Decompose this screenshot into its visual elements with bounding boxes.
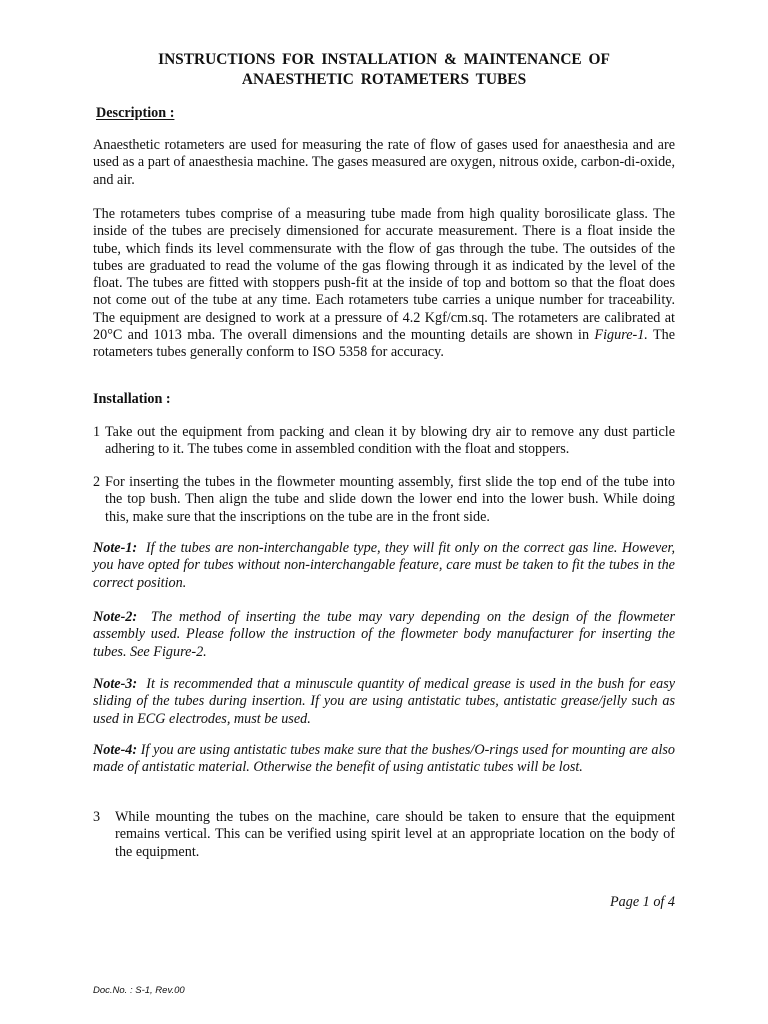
- step-text: For inserting the tubes in the flowmeter mounting assembly, first slide the top end of the tube into the top bush. Then align the tube and slide down the lower end into the lower bush. While doing this, make sure that the inscriptions on the tube are in the front side.: [105, 474, 675, 525]
- note-label: Note-4:: [93, 742, 138, 758]
- note-text: The method of inserting the tube may vary depending on the design of the flowmeter assembly used. Please follow the instruction of the flowmeter body manufacturer for inserting the tubes. See Figure-2.: [93, 609, 676, 660]
- note-1: [93, 540, 675, 592]
- installation-heading: Installation :: [93, 391, 171, 407]
- note-label: Note-3:: [93, 676, 138, 692]
- title-line-1: INSTRUCTIONS FOR INSTALLATION & MAINTENANCE OF: [158, 51, 610, 68]
- note-2: [93, 609, 675, 661]
- paragraph-2-text-end: The rotameters tubes generally conform to ISO 5358 for accuracy.: [93, 327, 676, 361]
- description-paragraph-2: [93, 206, 675, 362]
- document-title: [93, 50, 675, 90]
- installation-step-1: [93, 424, 675, 459]
- title-line-2: ANAESTHETIC ROTAMETERS TUBES: [241, 71, 527, 88]
- paragraph-2-text: The rotameters tubes comprise of a measuring tube made from high quality borosilicate glass. The inside of the tubes are precisely dimensioned for accurate measurement. There is a float inside the tube, which finds its level commensurate with the flow of gas through the tube. The outsides of the tubes are graduated to read the volume of the gas flowing through it as indicated by the level of the float. The tubes are fitted with stoppers push-fit at the inside of top and bottom so that the float does not come out of the tube at any time. Each rotameters tube carries a unique number for traceability. The equipment are designed to work at a pressure of 4.2 Kgf/cm.sq. The rotameters are calibrated at 20°C and 1013 mba. The overall dimensions and the mounting details are shown in: [93, 206, 675, 344]
- step-number: 3: [93, 809, 101, 825]
- note-text: It is recommended that a minuscule quantity of medical grease is used in the bush for easy sliding of the tubes during insertion. If you are using antistatic tubes, antistatic grease/jelly such as used in ECG electrodes, must be used.: [93, 676, 676, 727]
- note-4: [93, 742, 675, 777]
- note-label: Note-2:: [93, 609, 138, 625]
- step-number: 2: [93, 474, 101, 490]
- step-number: 1: [93, 424, 101, 440]
- description-paragraph-1: Anaesthetic rotameters are used for measuring the rate of flow of gases used for anaesthesia and are used as a part of anaesthesia machine. The gases measured are oxygen, nitrous oxide, carbon-di-oxide, and air.: [93, 137, 676, 188]
- step-text: While mounting the tubes on the machine, care should be taken to ensure that the equipment remains vertical. This can be verified using spirit level at an appropriate location on the body of the equipment.: [115, 809, 675, 860]
- note-text: If you are using antistatic tubes make sure that the bushes/O-rings used for mounting are also made of antistatic material. Otherwise the benefit of using antistatic tubes will be lost.: [93, 742, 675, 776]
- document-number: Doc.No. : S-1, Rev.00: [93, 985, 185, 996]
- installation-step-3: [93, 809, 675, 861]
- description-heading: Description :: [96, 105, 175, 121]
- figure-1-reference: Figure-1.: [594, 327, 648, 344]
- step-text: Take out the equipment from packing and clean it by blowing dry air to remove any dust particle adhering to it. The tubes come in assembled condition with the float and stoppers.: [105, 424, 675, 458]
- note-label: Note-1:: [93, 540, 138, 556]
- note-3: [93, 676, 675, 728]
- note-text: If the tubes are non-interchangable type, they will fit only on the correct gas line. However, you have opted for tubes without non-interchangable feature, care must be taken to fit the tubes in the correct position.: [93, 540, 676, 591]
- installation-step-2: [93, 474, 675, 526]
- page-number: Page 1 of 4: [609, 894, 675, 910]
